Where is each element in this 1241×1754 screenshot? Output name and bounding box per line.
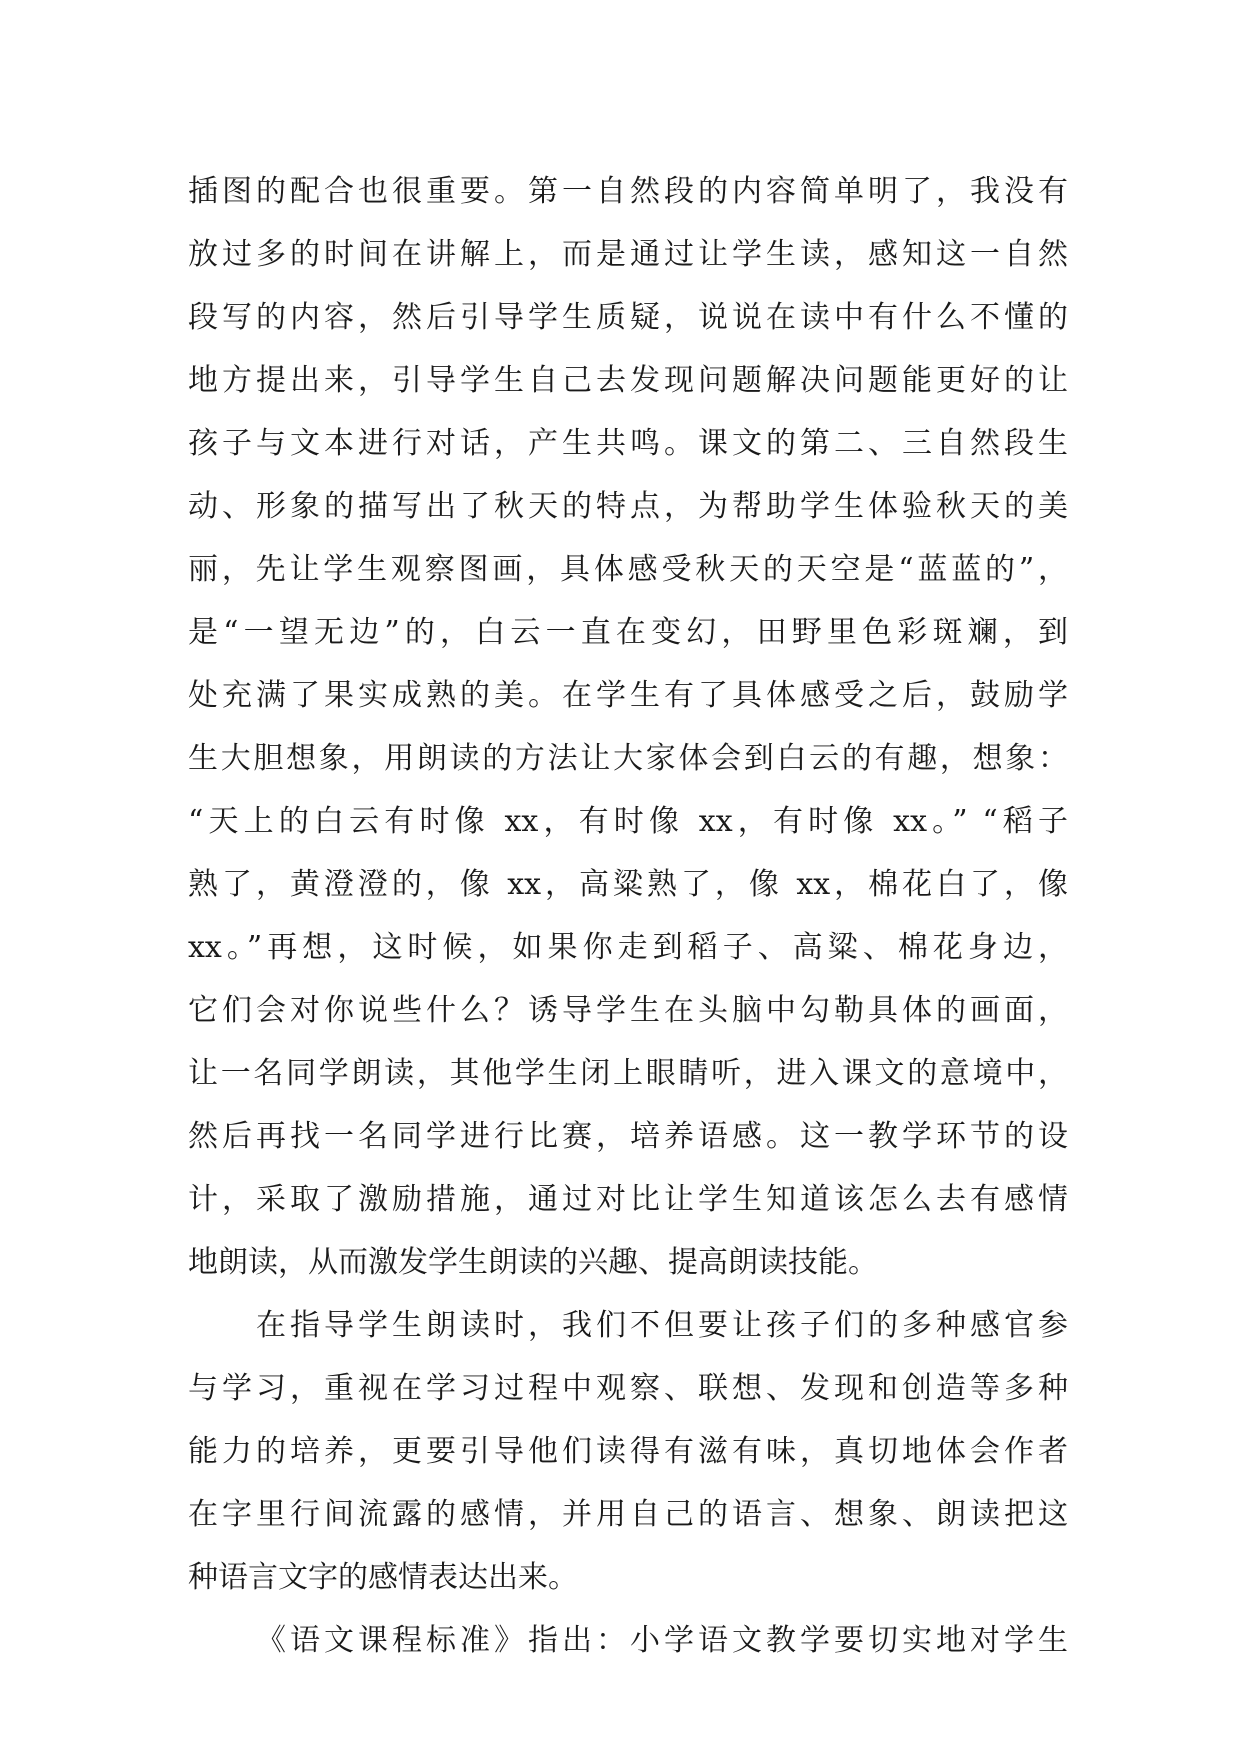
text-line: 丽，先让学生观察图画，具体感受秋天的天空是“蓝蓝的”， — [188, 552, 1068, 587]
text-line: 动、形象的描写出了秋天的特点，为帮助学生体验秋天的美 — [188, 489, 1068, 524]
text-line: “天上的白云有时像 xx，有时像 xx，有时像 xx。” “稻子 — [188, 804, 1068, 839]
body-text — [188, 160, 1068, 1672]
text-line: 在字里行间流露的感情，并用自己的语言、想象、朗读把这 — [188, 1497, 1068, 1532]
text-line: 种语言文字的感情表达出来。 — [188, 1560, 578, 1595]
paragraph-first-line: 《语文课程标准》指出：小学语文教学要切实地对学生 — [256, 1623, 1068, 1658]
text-line: 它们会对你说些什么？诱导学生在头脑中勾勒具体的画面， — [188, 993, 1068, 1028]
text-line: 熟了，黄澄澄的，像 xx，高粱熟了，像 xx，棉花白了，像 — [188, 867, 1068, 902]
text-line: 段写的内容，然后引导学生质疑，说说在读中有什么不懂的 — [188, 300, 1068, 335]
text-line: xx。”再想，这时候，如果你走到稻子、高粱、棉花身边， — [188, 930, 1068, 965]
paragraph-first-line: 在指导学生朗读时，我们不但要让孩子们的多种感官参 — [256, 1308, 1068, 1343]
text-line: 与学习，重视在学习过程中观察、联想、发现和创造等多种 — [188, 1371, 1068, 1406]
text-line: 插图的配合也很重要。第一自然段的内容简单明了，我没有 — [188, 174, 1068, 209]
text-line: 处充满了果实成熟的美。在学生有了具体感受之后，鼓励学 — [188, 678, 1068, 713]
text-line: 能力的培养，更要引导他们读得有滋有味，真切地体会作者 — [188, 1434, 1068, 1469]
text-line: 放过多的时间在讲解上，而是通过让学生读，感知这一自然 — [188, 237, 1068, 272]
text-line: 计，采取了激励措施，通过对比让学生知道该怎么去有感情 — [188, 1182, 1068, 1217]
text-line: 生大胆想象，用朗读的方法让大家体会到白云的有趣，想象： — [188, 741, 1068, 776]
text-line: 让一名同学朗读，其他学生闭上眼睛听，进入课文的意境中， — [188, 1056, 1068, 1091]
text-line: 然后再找一名同学进行比赛，培养语感。这一教学环节的设 — [188, 1119, 1068, 1154]
text-line: 孩子与文本进行对话，产生共鸣。课文的第二、三自然段生 — [188, 426, 1068, 461]
text-line: 地方提出来，引导学生自己去发现问题解决问题能更好的让 — [188, 363, 1068, 398]
text-line: 地朗读，从而激发学生朗读的兴趣、提高朗读技能。 — [188, 1245, 878, 1280]
text-line: 是“一望无边”的，白云一直在变幻，田野里色彩斑斓，到 — [188, 615, 1068, 650]
